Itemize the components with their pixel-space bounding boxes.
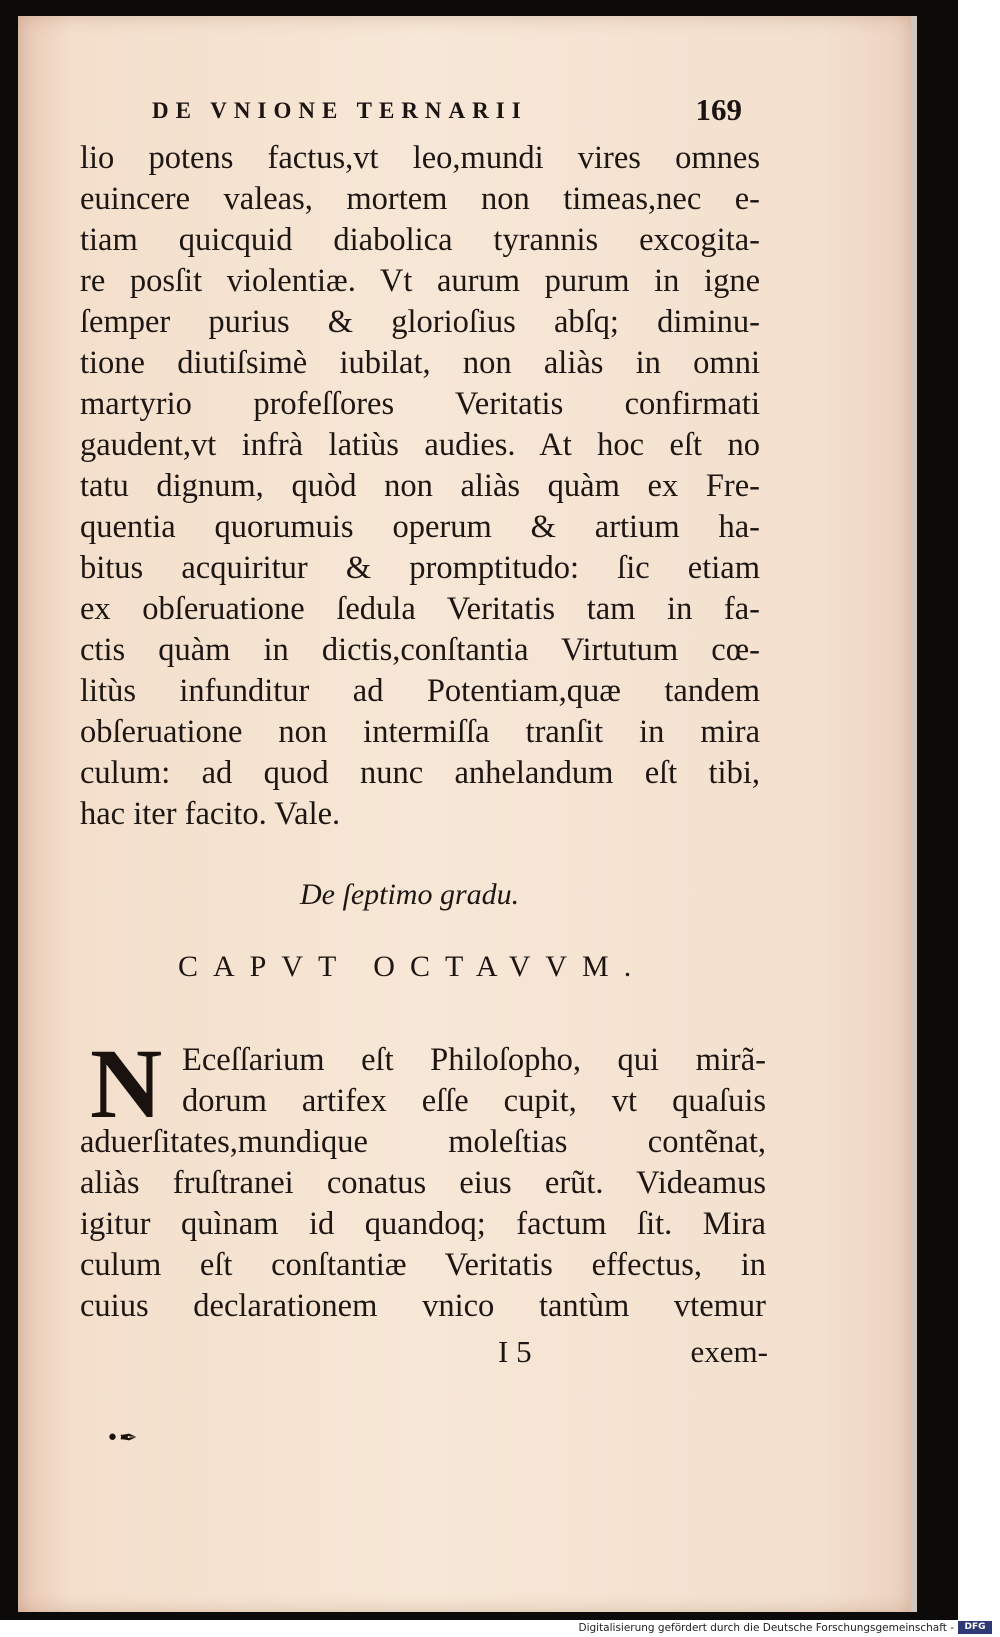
drop-cap-initial: N (90, 1028, 163, 1139)
section-subheading: De ſeptimo gradu. (300, 878, 520, 911)
running-head: DE VNIONE TERNARII (152, 98, 528, 123)
page-number: 169 (695, 92, 742, 127)
text-line: aliàs fruſtranei conatus eius erũt. Videamus (80, 1165, 766, 1201)
page-header (152, 92, 742, 136)
text-line: ex obſeruatione ſedula Veritatis tam in fa- (80, 591, 760, 627)
text-line: litùs infunditur ad Potentiam,quæ tandem (80, 673, 760, 709)
text-line: gaudent,vt infrà latiùs audies. At hoc eſt no (80, 427, 760, 463)
ink-mark: •✒ (106, 1426, 138, 1451)
text-line: martyrio profeſſores Veritatis confirmati (80, 386, 760, 422)
text-line: obſeruatione non intermiſſa tranſit in mira (80, 714, 760, 750)
text-line: dorum artifex eſſe cupit, vt quaſuis (182, 1083, 766, 1119)
text-line: bitus acquiritur & promptitudo: ſic etiam (80, 550, 760, 586)
body-text (80, 138, 760, 835)
chapter-heading: CAPVT OCTAVVM. (178, 950, 647, 983)
dfg-logo-icon: DFG (958, 1621, 992, 1634)
text-line: ſemper purius & glorioſius abſq; diminu- (80, 304, 760, 340)
chapter-text (80, 1028, 766, 1327)
text-line: culum: ad quod nunc anhelandum eſt tibi, (80, 755, 760, 791)
text-line: quentia quorumuis operum & artium ha- (80, 509, 760, 545)
text-line: tatu dignum, quòd non aliàs quàm ex Fre- (80, 468, 760, 504)
text-line: igitur quìnam id quandoq; factum ſit. Mira (80, 1206, 766, 1242)
signature-mark: I 5 (498, 1334, 532, 1369)
text-line: cuius declarationem vnico tantùm vtemur (80, 1288, 766, 1324)
text-line: hac iter facito. Vale. (80, 796, 341, 832)
footer-bar (0, 1620, 1000, 1637)
text-line: tione diutiſsimè iubilat, non aliàs in omni (80, 345, 760, 381)
footer-credit: Digitalisierung gefördert durch die Deutsche Forschungsgemeinschaft - (578, 1622, 954, 1634)
page-edge (911, 16, 917, 1612)
text-line: euincere valeas, mortem non timeas,nec e- (80, 181, 760, 217)
text-line: Eceſſarium eſt Philoſopho, qui mirã- (182, 1042, 766, 1078)
text-line: lio potens factus,vt leo,mundi vires omnes (80, 140, 760, 176)
catchword: exem- (690, 1334, 768, 1369)
text-line: re posſit violentiæ. Vt aurum purum in igne (80, 263, 760, 299)
text-line: ctis quàm in dictis,conſtantia Virtutum cœ- (80, 632, 760, 668)
text-line: aduerſitates,mundique moleſtias contẽnat, (80, 1124, 766, 1160)
text-line: tiam quicquid diabolica tyrannis excogita- (80, 222, 760, 258)
text-line: culum eſt conſtantiæ Veritatis effectus, in (80, 1247, 766, 1283)
